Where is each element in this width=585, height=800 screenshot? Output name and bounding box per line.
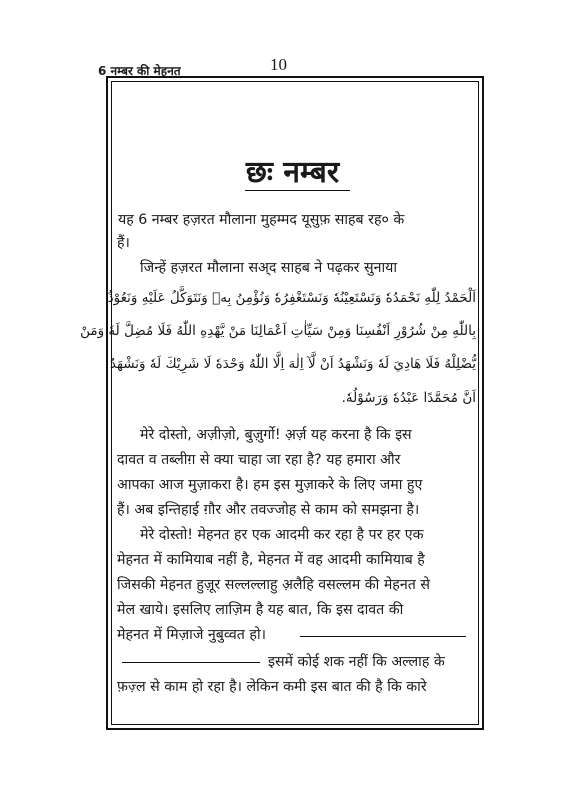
blank-rule-2 (122, 662, 260, 663)
arabic-khutba-line-1: اَلْحَمْدُ لِلّٰهِ نَحْمَدُهٗ وَنَسْتَعِيْنُهٗ وَنَسْتَغْفِرُهٗ وَنُؤْمِنُ بِهٖ وَنَتَوَكَّلُ عَلَيْهِ وَنَعُوْذُ (107, 290, 476, 306)
arabic-khutba-line-2: بِاللّٰهِ مِنْ شُرُوْرِ اَنْفُسِنَا وَمِنْ سَيِّاٰتِ اَعْمَالِنَا مَنْ يَّهْدِهِ اللّٰهُ فَلَا مُضِلَّ لَهٗ وَمَنْ (80, 323, 476, 339)
paragraph-3-line-1: इसमें कोई शक नहीं कि अल्लाह के (268, 654, 445, 670)
intro-line-1: यह 6 नम्बर हज़रत मौलाना मुहम्मद यूसुफ़ साहब रह० के (118, 212, 405, 228)
paragraph-2-line-5: मेहनत में मिज़ाजे नुबुव्वत हो। (117, 627, 266, 643)
paragraph-1-line-1: मेरे दोस्तो, अज़ीज़ो, बुज़ुर्गो! अ़र्ज़ यह करना है कि इस (140, 427, 412, 443)
paragraph-2-line-2: मेहनत में कामियाब नहीं है, मेहनत में वह आदमी कामियाब है (117, 552, 425, 568)
paragraph-2-line-3: जिसकी मेहनत हुज़ूर सल्लल्लाहु अ़लैहि वसल्लम की मेहनत से (117, 577, 430, 593)
running-header-title: 6 नम्बर की मेहनत (98, 64, 181, 78)
intro-line-3: जिन्हें हज़रत मौलाना सअ्द साहब ने पढ़कर सुनाया (140, 260, 398, 276)
title-underline (245, 190, 350, 191)
paragraph-2-line-1: मेरे दोस्तो! मेहनत हर एक आदमी कर रहा है पर हर एक (140, 527, 424, 543)
chapter-title: छः नम्बर (245, 155, 340, 190)
page-number: 10 (270, 55, 287, 74)
blank-rule-1 (300, 636, 466, 637)
arabic-khutba-line-3: يُّضْلِلْهُ فَلَا هَادِيَ لَهٗ وَنَشْهَدُ اَنْ لَّآ اِلٰهَ اِلَّا اللّٰهُ وَحْدَهٗ لَا شَرِيْكَ لَهٗ وَنَشْهَدُ (109, 356, 476, 372)
paragraph-3-line-2: फ़ज़्ल से काम हो रहा है। लेकिन कमी इस बात की है कि कारे (117, 679, 427, 695)
arabic-khutba-line-4: اَنَّ مُحَمَّدًا عَبْدُهٗ وَرَسُوْلُهٗ. (341, 390, 476, 406)
intro-line-2: हैं। (117, 235, 130, 251)
paragraph-1-line-2: दावत व तब्लीग़ से क्या चाहा जा रहा है? यह हमारा और (117, 452, 401, 468)
paragraph-1-line-4: हैं। अब इन्तिहाई ग़ौर और तवज्जोह से काम को समझना है। (117, 502, 420, 518)
paragraph-1-line-3: आपका आज मुज़ाकरा है। हम इस मुज़ाकरे के लिए जमा हुए (117, 477, 423, 493)
paragraph-2-line-4: मेल खाये। इसलिए लाज़िम है यह बात, कि इस दावत की (117, 602, 404, 618)
